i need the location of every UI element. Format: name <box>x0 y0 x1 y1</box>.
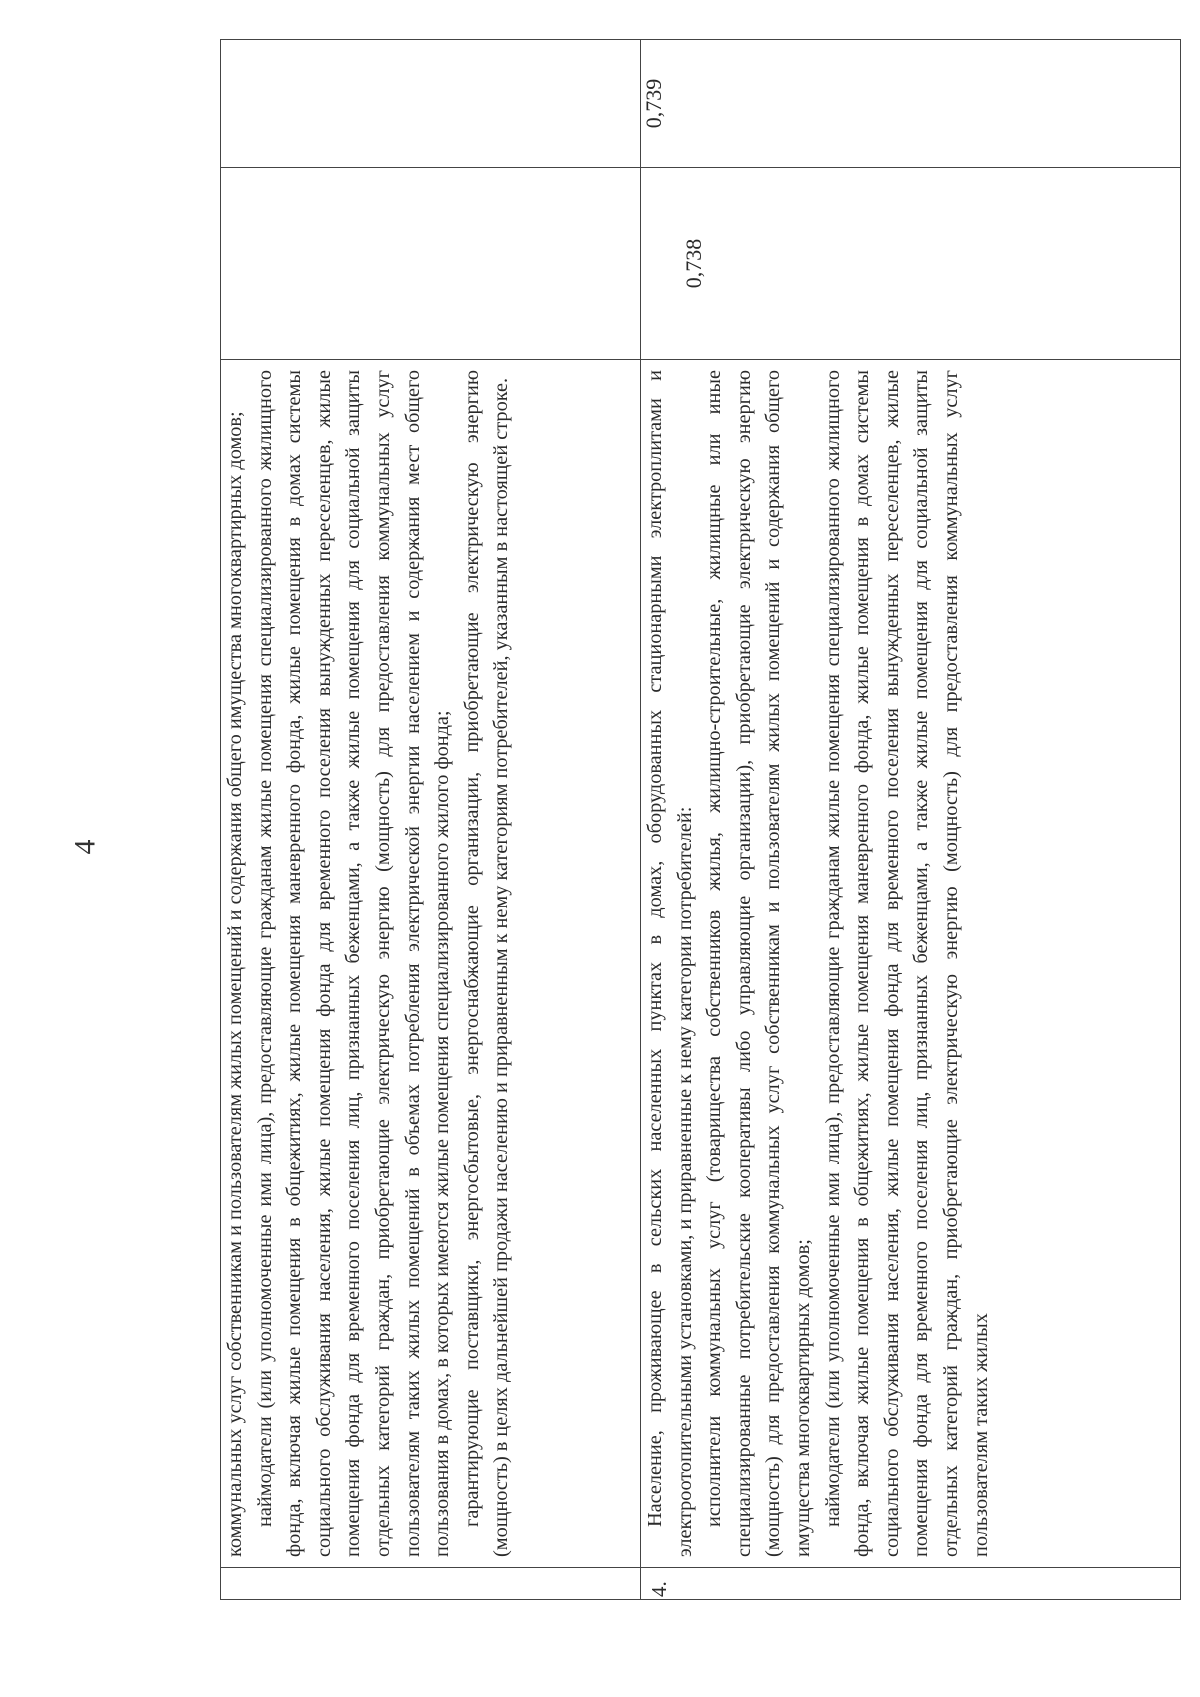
tariff-value-2: 0,739 <box>641 40 1181 168</box>
page-number: 4 <box>68 839 102 855</box>
tariff-table-page <box>220 40 1180 1600</box>
paragraph: исполнители коммунальных услуг (товарищества собственников жилья, жилищно-строительные, жилищные или иные специализированные потребительские кооперативы либо управляющие организации), приобретающие электрическую энергию (мощность) для предоставления коммунальных услуг собственникам и пользователям жилых помещений и содержания общего имущества многоквартирных домов; <box>703 370 814 1557</box>
tariff-table <box>220 39 1181 1600</box>
tariff-value-1 <box>221 168 641 360</box>
paragraph: наймодатели (или уполномоченные ими лица), предоставляющие гражданам жилые помещения специализированного жилищного фонда, включая жилые помещения в общежитиях, жилые помещения маневренного фонда, жилые помещения в домах системы социального обслуживания населения, жилые помещения фонда для временного поселения вынужденных переселенцев, жилые помещения фонда для временного поселения лиц, признанных беженцами, а также жилые помещения для социальной защиты отдельных категорий граждан, приобретающие электрическую энергию (мощность) для предоставления коммунальных услуг пользователям таких жилых помещений в объемах потребления электрической энергии населением и содержания мест общего пользования в домах, в которых имеются жилые помещения специализированного жилого фонда; <box>253 370 454 1557</box>
table-row <box>221 40 641 1600</box>
paragraph: коммунальных услуг собственникам и пользователям жилых помещений и содержания общего имущества многоквартирных домов; <box>224 411 246 1557</box>
table-row <box>641 40 1181 1600</box>
paragraph: гарантирующие поставщики, энергосбытовые, энергоснабжающие организации, приобретающие электрическую энергию (мощность) в целях дальнейшей продажи населению и приравненным к нему категориям потребителей, указанным в настоящей строке. <box>460 370 513 1557</box>
consumer-category-description <box>221 360 641 1568</box>
tariff-value-1: 0,738 <box>641 168 1181 360</box>
consumer-category-description <box>641 360 1181 1568</box>
paragraph: Население, проживающее в сельских населенных пунктах в домах, оборудованных стационарными электроплитами и электроотопительными установками, и приравненные к нему категории потребителей: <box>644 370 696 1557</box>
row-number: 4. <box>641 1568 1181 1600</box>
row-number <box>221 1568 641 1600</box>
paragraph: наймодатели (или уполномоченные ими лица), предоставляющие гражданам жилые помещения специализированного жилищного фонда, включая жилые помещения в общежитиях, жилые помещения маневренного фонда, жилые помещения в домах системы социального обслуживания населения, жилые помещения фонда для временного поселения вынужденных переселенцев, жилые помещения фонда для временного поселения лиц, признанных беженцами, а также жилые помещения для социальной защиты отдельных категорий граждан, приобретающие электрическую энергию (мощность) для предоставления коммунальных услуг пользователям таких жилых <box>821 370 992 1557</box>
tariff-value-2 <box>221 40 641 168</box>
